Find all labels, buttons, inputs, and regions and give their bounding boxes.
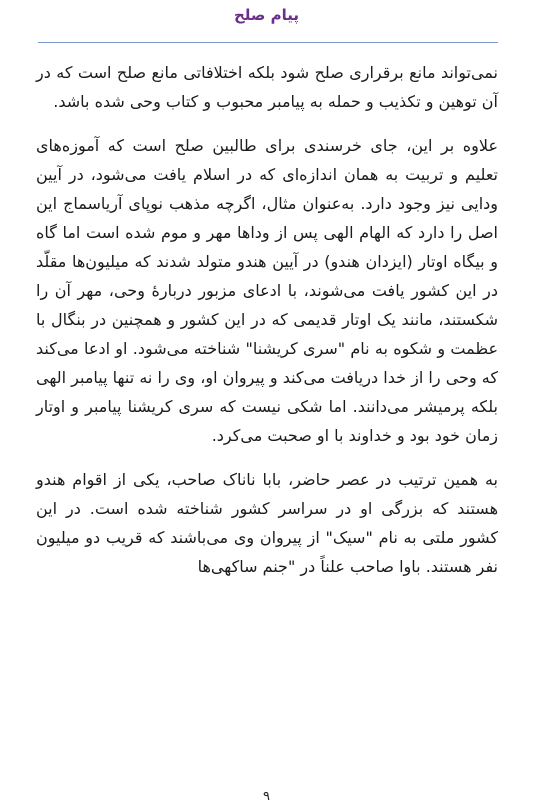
paragraph-2: علاوه بر این، جای خرسندی برای طالبین صلح است که آموزه‌های تعلیم و تربیت به همان اندازه‌ای که در اسلام یافت می‌شود، در آیین ودایی نیز وجود دارد. به‌عنوان مثال، اگرچه مذهب نوپای آریاسماج این اصل را دارد که الهام الهی پس از وداها مهر و موم شده است اما گاه و بیگاه اوتار (ایزدان هندو) در آیین هندو متولد شدند که میلیون‌ها مقلّد در این کشور یافت می‌شوند، با ادعای مزبور دربارهٔ وحی، مهر آن را شکستند، مانند یک اوتار قدیمی که در این کشور و همچنین در بنگال با عظمت و شکوه به نام "سری کریشنا" شناخته می‌شود. او ادعا می‌کند که وحی را از خدا دریافت می‌کند و پیروان او، وی را نه تنها پیامبر الهی بلکه پرمیشر می‌دانند. اما شکی نیست که سری کریشنا پیامبر و اوتار زمان خود بود و خداوند با او صحبت می‌کرد. (36, 136, 498, 445)
running-header: پیام صلح (233, 6, 300, 24)
paragraph-1: نمی‌تواند مانع برقراری صلح شود بلکه اختلافاتی مانع صلح است که در آن توهین و تکذیب و حمله به پیامبر محبوب و کتاب وحی شده باشد. (36, 63, 498, 111)
header-divider (38, 42, 498, 43)
page-number: ۹ (263, 789, 270, 804)
body-text (36, 58, 498, 596)
paragraph-3: به همین ترتیب در عصر حاضر، بابا ناناک صاحب، یکی از اقوام هندو هستند که بزرگی او در سراسر کشور شناخته شده است. در این کشور ملتی به نام "سیک" از پیروان وی می‌باشند که قریب دو میلیون نفر هستند. باوا صاحب علناً در "جنم ساکهی‌ها (36, 470, 498, 576)
